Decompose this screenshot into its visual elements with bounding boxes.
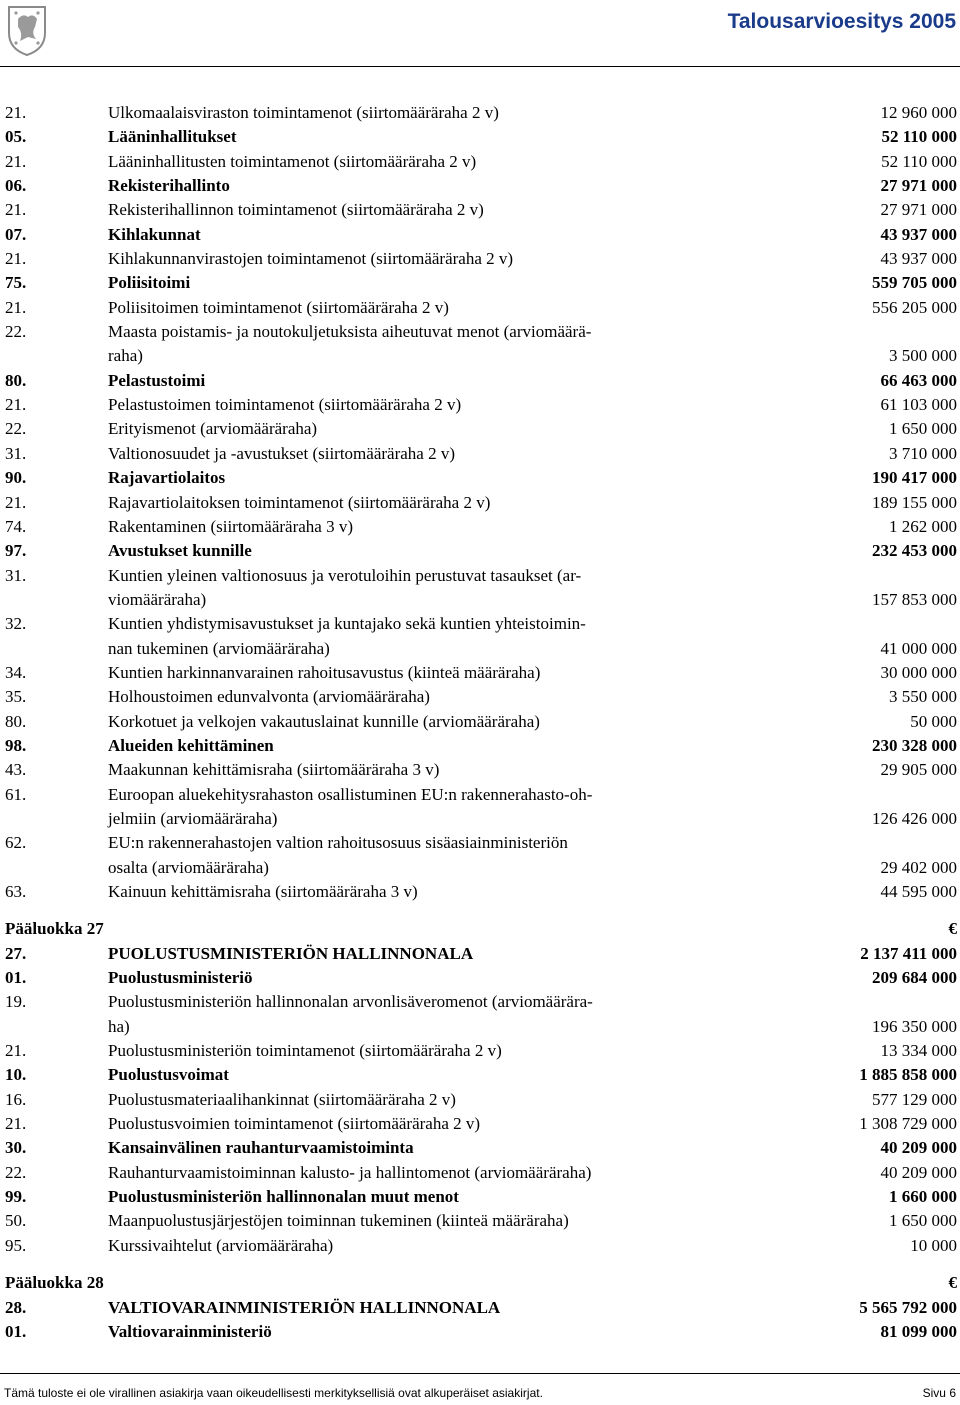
item-amount: 40 209 000 bbox=[880, 1138, 957, 1158]
item-description: Kainuun kehittämisraha (siirtomääräraha 3 v) bbox=[108, 882, 418, 901]
item-number: 31. bbox=[5, 565, 27, 585]
item-description: Rekisterihallinto bbox=[108, 176, 230, 196]
item-description: Puolustusvoimat bbox=[108, 1065, 229, 1085]
budget-row bbox=[5, 442, 957, 466]
budget-heading-row bbox=[5, 1320, 957, 1344]
item-number: 21. bbox=[5, 1041, 27, 1061]
item-number: 74. bbox=[5, 516, 27, 536]
item-amount: 559 705 000 bbox=[872, 273, 957, 293]
item-number: 19. bbox=[5, 992, 27, 1012]
item-description: nan tukeminen (arviomääräraha) bbox=[108, 638, 330, 658]
item-amount: 189 155 000 bbox=[872, 492, 957, 512]
item-amount: 27 971 000 bbox=[880, 176, 957, 196]
budget-row bbox=[5, 990, 957, 1014]
item-amount: 209 684 000 bbox=[872, 968, 957, 988]
item-number: 07. bbox=[5, 224, 27, 244]
item-description: Rakentaminen (siirtomääräraha 3 v) bbox=[108, 516, 353, 536]
item-description: EU:n rakennerahastojen valtion rahoitusosuus sisäasiainministeriön bbox=[108, 833, 568, 853]
item-description: VALTIOVARAINMINISTERIÖN HALLINNONALA bbox=[108, 1297, 501, 1317]
budget-row bbox=[5, 393, 957, 417]
item-number: 32. bbox=[5, 614, 27, 634]
budget-row bbox=[5, 198, 957, 222]
item-description: Valtionosuudet ja -avustukset (siirtomääräraha 2 v) bbox=[108, 443, 455, 463]
item-number: 22. bbox=[5, 419, 27, 439]
item-amount: 12 960 000 bbox=[880, 103, 957, 122]
budget-row bbox=[5, 344, 957, 368]
item-description: Rekisterihallinnon toimintamenot (siirtomääräraha 2 v) bbox=[108, 200, 484, 220]
item-number: 21. bbox=[5, 395, 27, 415]
item-description: Ulkomaalaisviraston toimintamenot (siirtomääräraha 2 v) bbox=[108, 103, 499, 122]
budget-heading-row bbox=[5, 466, 957, 490]
budget-row bbox=[5, 612, 957, 636]
item-amount: 61 103 000 bbox=[880, 395, 957, 415]
footer bbox=[4, 1386, 956, 1400]
item-number: 21. bbox=[5, 103, 27, 122]
item-amount: 1 885 858 000 bbox=[859, 1065, 957, 1085]
header-divider bbox=[0, 66, 960, 67]
item-description: Maasta poistamis- ja noutokuljetuksista aiheutuvat menot (arviomäärä- bbox=[108, 322, 592, 342]
budget-row bbox=[5, 831, 957, 855]
budget-heading-row bbox=[5, 1063, 957, 1087]
item-number: 27. bbox=[5, 943, 27, 963]
item-description: PUOLUSTUSMINISTERIÖN HALLINNONALA bbox=[108, 943, 474, 963]
budget-heading-row bbox=[5, 1136, 957, 1160]
item-amount: 81 099 000 bbox=[880, 1321, 957, 1341]
budget-heading-row bbox=[5, 1185, 957, 1209]
item-description: Kuntien harkinnanvarainen rahoitusavustus (kiinteä määräraha) bbox=[108, 662, 541, 682]
item-description: Rauhanturvaamistoiminnan kalusto- ja hallintomenot (arviomääräraha) bbox=[108, 1162, 592, 1182]
item-number: 63. bbox=[5, 882, 27, 901]
item-number: 06. bbox=[5, 176, 27, 196]
item-description: Kuntien yhdistymisavustukset ja kuntajako sekä kuntien yhteistoimin- bbox=[108, 614, 586, 634]
footer-note: Tämä tuloste ei ole virallinen asiakirja vaan oikeudellisesti merkityksellisiä ovat alkuperäiset asiakirjat. bbox=[4, 1386, 543, 1400]
coat-of-arms-logo bbox=[6, 3, 48, 57]
footer-divider bbox=[0, 1373, 960, 1374]
item-amount: 52 110 000 bbox=[881, 151, 957, 171]
item-amount: 556 205 000 bbox=[872, 297, 957, 317]
item-description: osalta (arviomääräraha) bbox=[108, 857, 269, 877]
item-amount: 5 565 792 000 bbox=[859, 1297, 957, 1317]
budget-row bbox=[5, 1015, 957, 1039]
item-amount: 1 308 729 000 bbox=[859, 1114, 957, 1134]
item-amount: 30 000 000 bbox=[880, 662, 957, 682]
item-amount: 1 262 000 bbox=[889, 516, 957, 536]
item-description: Kansainvälinen rauhanturvaamistoiminta bbox=[108, 1138, 414, 1158]
item-description: Erityismenot (arviomääräraha) bbox=[108, 419, 318, 439]
item-number: 16. bbox=[5, 1089, 27, 1109]
budget-row bbox=[5, 320, 957, 344]
item-number: 50. bbox=[5, 1211, 27, 1231]
item-amount: 29 402 000 bbox=[880, 857, 957, 877]
item-amount: 1 650 000 bbox=[889, 1211, 957, 1231]
item-amount: 29 905 000 bbox=[880, 760, 957, 780]
item-number: 61. bbox=[5, 784, 27, 804]
currency-symbol: € bbox=[948, 919, 957, 939]
item-number: 21. bbox=[5, 297, 27, 317]
item-number: 05. bbox=[5, 127, 27, 147]
item-number: 22. bbox=[5, 1162, 27, 1182]
item-description: Pelastustoimi bbox=[108, 370, 206, 390]
currency-symbol: € bbox=[948, 1273, 957, 1293]
item-amount: 27 971 000 bbox=[880, 200, 957, 220]
budget-row bbox=[5, 1088, 957, 1112]
budget-row bbox=[5, 491, 957, 515]
item-description: Puolustusministeriö bbox=[108, 968, 253, 988]
item-description: Puolustusministeriön hallinnonalan arvonlisäveromenot (arviomäärära- bbox=[108, 992, 593, 1012]
budget-heading-row bbox=[5, 1296, 957, 1320]
item-description: viomääräraha) bbox=[108, 589, 207, 609]
item-description: Poliisitoimen toimintamenot (siirtomääräraha 2 v) bbox=[108, 297, 449, 317]
item-description: Rajavartiolaitos bbox=[108, 468, 226, 488]
item-number: 21. bbox=[5, 200, 27, 220]
item-description: Euroopan aluekehitysrahaston osallistuminen EU:n rakennerahasto-oh- bbox=[108, 784, 593, 804]
budget-row bbox=[5, 1209, 957, 1233]
budget-row bbox=[5, 1161, 957, 1185]
budget-row bbox=[5, 685, 957, 709]
item-description: Rajavartiolaitoksen toimintamenot (siirtomääräraha 2 v) bbox=[108, 492, 491, 512]
budget-row bbox=[5, 296, 957, 320]
item-amount: 13 334 000 bbox=[880, 1041, 957, 1061]
budget-row bbox=[5, 661, 957, 685]
item-description: Kurssivaihtelut (arviomääräraha) bbox=[108, 1235, 334, 1255]
item-number: 80. bbox=[5, 370, 27, 390]
item-description: Puolustusvoimien toimintamenot (siirtomääräraha 2 v) bbox=[108, 1114, 481, 1134]
item-amount: 50 000 bbox=[910, 711, 957, 731]
item-amount: 126 426 000 bbox=[872, 808, 957, 828]
item-description: Maanpuolustusjärjestöjen toiminnan tukeminen (kiinteä määräraha) bbox=[108, 1211, 569, 1231]
item-number: 21. bbox=[5, 249, 27, 269]
item-amount: 43 937 000 bbox=[880, 249, 957, 269]
paaluokka-heading bbox=[5, 1271, 957, 1295]
item-number: 21. bbox=[5, 1114, 27, 1134]
item-description: Holhoustoimen edunvalvonta (arviomääräraha) bbox=[108, 687, 430, 707]
item-description: raha) bbox=[108, 346, 143, 366]
item-number: 97. bbox=[5, 541, 27, 561]
budget-heading-row bbox=[5, 174, 957, 198]
item-amount: 1 650 000 bbox=[889, 419, 957, 439]
budget-row bbox=[5, 1234, 957, 1258]
budget-row bbox=[5, 150, 957, 174]
budget-heading-row bbox=[5, 942, 957, 966]
item-amount: 577 129 000 bbox=[872, 1089, 957, 1109]
budget-heading-row bbox=[5, 125, 957, 149]
item-number: 28. bbox=[5, 1297, 27, 1317]
item-amount: 230 328 000 bbox=[872, 735, 957, 755]
item-description: Puolustusministeriön hallinnonalan muut menot bbox=[108, 1187, 459, 1207]
budget-heading-row bbox=[5, 223, 957, 247]
item-number: 62. bbox=[5, 833, 27, 853]
budget-row bbox=[5, 783, 957, 807]
budget-row bbox=[5, 1112, 957, 1136]
item-amount: 52 110 000 bbox=[881, 127, 957, 147]
item-amount: 2 137 411 000 bbox=[860, 943, 957, 963]
item-amount: 196 350 000 bbox=[872, 1016, 957, 1036]
item-amount: 3 500 000 bbox=[889, 346, 957, 366]
item-description: Korkotuet ja velkojen vakautuslainat kunnille (arviomääräraha) bbox=[108, 711, 540, 731]
budget-row bbox=[5, 247, 957, 271]
budget-row bbox=[5, 515, 957, 539]
item-number: 90. bbox=[5, 468, 27, 488]
item-number: 43. bbox=[5, 760, 27, 780]
paaluokka-heading bbox=[5, 917, 957, 941]
budget-row bbox=[5, 101, 957, 125]
item-description: ha) bbox=[108, 1016, 130, 1036]
budget-row bbox=[5, 807, 957, 831]
paaluokka-label: Pääluokka 27 bbox=[5, 919, 104, 939]
item-description: Avustukset kunnille bbox=[108, 541, 252, 561]
budget-row bbox=[5, 758, 957, 782]
item-description: Puolustusmateriaalihankinnat (siirtomääräraha 2 v) bbox=[108, 1089, 456, 1109]
budget-row bbox=[5, 417, 957, 441]
item-description: Kihlakunnanvirastojen toimintamenot (siirtomääräraha 2 v) bbox=[108, 249, 514, 269]
item-number: 10. bbox=[5, 1065, 27, 1085]
budget-heading-row bbox=[5, 369, 957, 393]
budget-heading-row bbox=[5, 966, 957, 990]
item-amount: 66 463 000 bbox=[880, 370, 957, 390]
item-description: Lääninhallitusten toimintamenot (siirtomääräraha 2 v) bbox=[108, 151, 477, 171]
item-amount: 157 853 000 bbox=[872, 589, 957, 609]
item-description: Valtiovarainministeriö bbox=[108, 1321, 272, 1341]
budget-table bbox=[5, 101, 957, 1344]
item-description: Pelastustoimen toimintamenot (siirtomääräraha 2 v) bbox=[108, 395, 462, 415]
budget-row bbox=[5, 637, 957, 661]
item-description: Kuntien yleinen valtionosuus ja verotuloihin perustuvat tasaukset (ar- bbox=[108, 565, 582, 585]
item-description: jelmiin (arviomääräraha) bbox=[108, 808, 278, 828]
item-description: Alueiden kehittäminen bbox=[108, 735, 274, 755]
item-amount: 190 417 000 bbox=[872, 468, 957, 488]
item-number: 34. bbox=[5, 662, 27, 682]
item-number: 80. bbox=[5, 711, 27, 731]
item-amount: 3 550 000 bbox=[889, 687, 957, 707]
page-number: Sivu 6 bbox=[922, 1386, 956, 1400]
item-number: 30. bbox=[5, 1138, 27, 1158]
item-number: 95. bbox=[5, 1235, 27, 1255]
item-amount: 40 209 000 bbox=[880, 1162, 957, 1182]
paaluokka-label: Pääluokka 28 bbox=[5, 1273, 104, 1293]
item-number: 21. bbox=[5, 492, 27, 512]
budget-row bbox=[5, 588, 957, 612]
item-description: Puolustusministeriön toimintamenot (siirtomääräraha 2 v) bbox=[108, 1041, 502, 1061]
item-amount: 3 710 000 bbox=[889, 443, 957, 463]
budget-row bbox=[5, 1039, 957, 1063]
item-number: 22. bbox=[5, 322, 27, 342]
item-number: 31. bbox=[5, 443, 27, 463]
item-number: 01. bbox=[5, 968, 27, 988]
budget-heading-row bbox=[5, 539, 957, 563]
item-description: Maakunnan kehittämisraha (siirtomääräraha 3 v) bbox=[108, 760, 440, 780]
item-number: 01. bbox=[5, 1321, 27, 1341]
item-number: 99. bbox=[5, 1187, 27, 1207]
item-number: 35. bbox=[5, 687, 27, 707]
item-amount: 43 937 000 bbox=[880, 224, 957, 244]
item-amount: 41 000 000 bbox=[880, 638, 957, 658]
item-amount: 44 595 000 bbox=[880, 882, 957, 901]
item-number: 21. bbox=[5, 151, 27, 171]
item-number: 98. bbox=[5, 735, 27, 755]
budget-heading-row bbox=[5, 734, 957, 758]
budget-row bbox=[5, 880, 957, 904]
item-description: Poliisitoimi bbox=[108, 273, 191, 293]
budget-row bbox=[5, 564, 957, 588]
item-amount: 1 660 000 bbox=[889, 1187, 957, 1207]
budget-heading-row bbox=[5, 271, 957, 295]
item-amount: 10 000 bbox=[910, 1235, 957, 1255]
budget-row bbox=[5, 710, 957, 734]
item-description: Kihlakunnat bbox=[108, 224, 201, 244]
item-amount: 232 453 000 bbox=[872, 541, 957, 561]
document-title: Talousarvioesitys 2005 bbox=[727, 10, 956, 33]
budget-row bbox=[5, 856, 957, 880]
item-number: 75. bbox=[5, 273, 27, 293]
item-description: Lääninhallitukset bbox=[108, 127, 237, 147]
